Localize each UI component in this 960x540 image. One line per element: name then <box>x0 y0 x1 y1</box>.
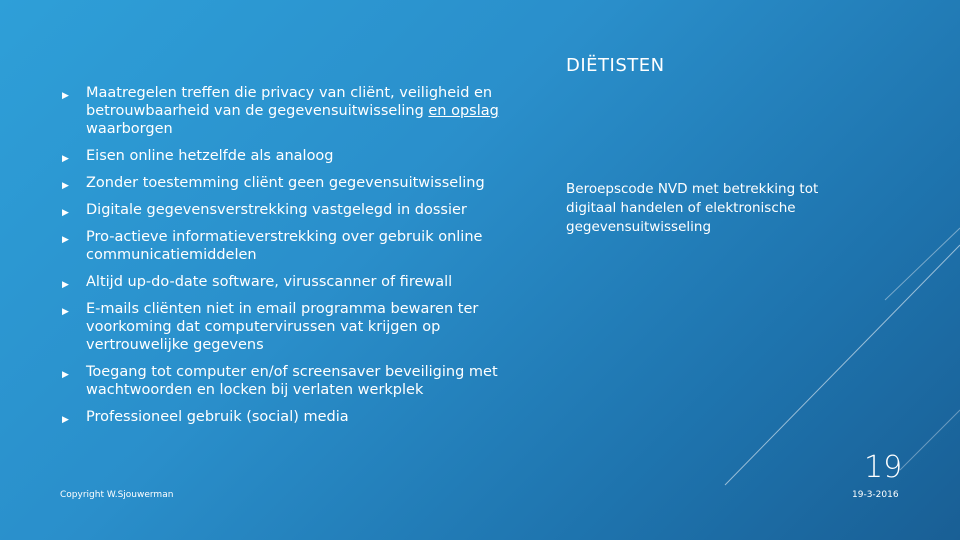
page-number: 19 <box>864 450 903 485</box>
footer-copyright: Copyright W.Sjouwerman <box>60 490 174 500</box>
list-item <box>62 174 532 192</box>
triangle-right-icon: ▶ <box>62 181 69 191</box>
bullet-text: Eisen online hetzelfde als analoog <box>86 148 334 164</box>
bullet-text: Zonder toestemming cliënt geen gegevensuitwisseling <box>86 175 485 191</box>
list-item <box>62 228 532 264</box>
list-item <box>62 147 532 165</box>
triangle-right-icon: ▶ <box>62 235 69 245</box>
triangle-right-icon: ▶ <box>62 208 69 218</box>
bullet-text: Digitale gegevensverstrekking vastgelegd in dossier <box>86 202 467 218</box>
bullet-text: Altijd up-do-date software, virusscanner of firewall <box>86 274 453 290</box>
side-note: Beroepscode NVD met betrekking tot digitaal handelen of elektronische gegevensuitwisseling <box>566 181 819 235</box>
bullet-text-part: Maatregelen treffen die privacy van cliënt, veiligheid en betrouwbaarheid van de gegevensuitwisseling <box>86 85 493 119</box>
bullet-text: E-mails cliënten niet in email programma bewaren ter voorkoming dat computervirussen vat krijgen op vertrouwelijke gegevens <box>86 301 479 353</box>
bullet-text-part: waarborgen <box>86 121 173 137</box>
triangle-right-icon: ▶ <box>62 154 69 164</box>
footer-date: 19-3-2016 <box>852 490 899 500</box>
list-item <box>62 84 532 138</box>
bullet-text: Toegang tot computer en/of screensaver beveiliging met wachtwoorden en locken bij verlaten werkplek <box>86 364 498 398</box>
bullet-text: Professioneel gebruik (social) media <box>86 409 349 425</box>
list-item <box>62 201 532 219</box>
list-item <box>62 273 532 291</box>
triangle-right-icon: ▶ <box>62 280 69 290</box>
list-item <box>62 300 532 354</box>
triangle-right-icon: ▶ <box>62 307 69 317</box>
triangle-right-icon: ▶ <box>62 415 69 425</box>
triangle-right-icon: ▶ <box>62 370 69 380</box>
list-item <box>62 408 532 426</box>
triangle-right-icon: ▶ <box>62 91 69 101</box>
bullet-list <box>62 84 532 435</box>
bullet-text-underlined: en opslag <box>428 103 499 119</box>
slide-title: DIËTISTEN <box>566 55 665 76</box>
list-item <box>62 363 532 399</box>
bullet-text: Pro-actieve informatieverstrekking over gebruik online communicatiemiddelen <box>86 229 483 263</box>
